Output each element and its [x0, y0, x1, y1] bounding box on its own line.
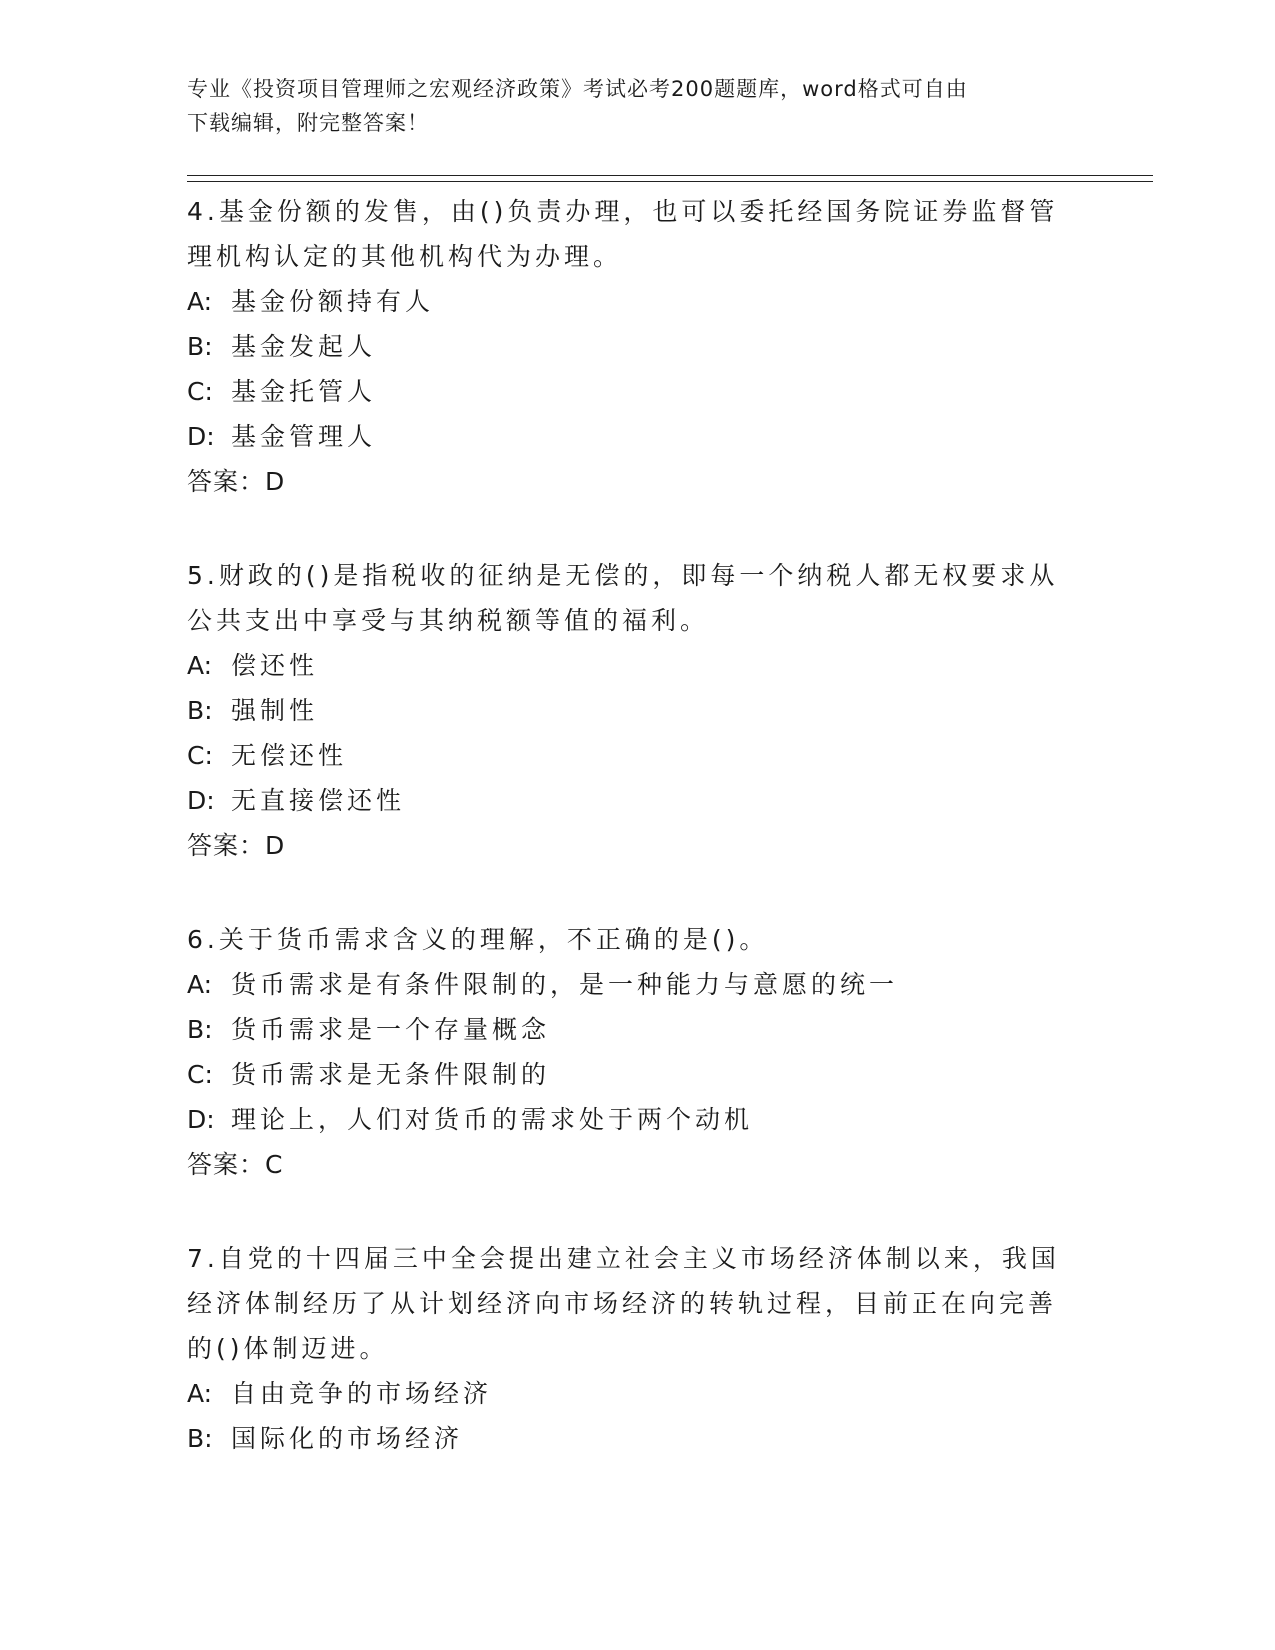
option-c: [187, 369, 1067, 414]
option-text: 基金托管人: [231, 377, 377, 406]
option-text: 自由竞争的市场经济: [231, 1379, 493, 1408]
question-stem-line: 6.关于货币需求含义的理解，不正确的是()。: [187, 925, 769, 954]
option-a: [187, 1371, 1067, 1416]
header-line-1: 专业《投资项目管理师之宏观经济政策》考试必考200题题库，word格式可自由: [187, 77, 968, 101]
answer-value: C: [265, 1150, 284, 1179]
option-c: [187, 1052, 1067, 1097]
option-text: 基金发起人: [231, 332, 377, 361]
option-text: 强制性: [231, 696, 319, 725]
option-key: D:: [187, 786, 215, 815]
option-b: [187, 688, 1067, 733]
option-key: B:: [187, 1424, 213, 1453]
option-text: 货币需求是一个存量概念: [231, 1015, 551, 1044]
question-stem-line: 经济体制经历了从计划经济向市场经济的转轨过程，目前正在向完善: [187, 1289, 1058, 1318]
option-d: [187, 414, 1067, 459]
option-text: 货币需求是无条件限制的: [231, 1060, 551, 1089]
answer-value: D: [265, 467, 286, 496]
option-text: 国际化的市场经济: [231, 1424, 464, 1453]
question-stem-line: 4.基金份额的发售，由()负责办理，也可以委托经国务院证券监督管: [187, 197, 1059, 226]
option-text: 基金管理人: [231, 422, 377, 451]
question-stem-line: 公共支出中享受与其纳税额等值的福利。: [187, 606, 710, 635]
option-key: B:: [187, 696, 213, 725]
answer-label: 答案：: [187, 1150, 266, 1179]
option-d: [187, 778, 1067, 823]
answer-line: [187, 1142, 1067, 1187]
answer-line: [187, 459, 1067, 504]
option-key: A:: [187, 651, 213, 680]
question-4: [187, 189, 1067, 504]
question-stem-line: 7.自党的十四届三中全会提出建立社会主义市场经济体制以来，我国: [187, 1244, 1060, 1273]
document-header: [187, 72, 1067, 140]
option-text: 基金份额持有人: [231, 287, 435, 316]
option-text: 无直接偿还性: [231, 786, 406, 815]
question-stem-line: 理机构认定的其他机构代为办理。: [187, 242, 623, 271]
header-divider-bottom: [187, 181, 1153, 182]
option-key: A:: [187, 287, 213, 316]
answer-line: [187, 823, 1067, 868]
question-7: [187, 1236, 1067, 1461]
option-key: A:: [187, 970, 213, 999]
header-line-2: 下载编辑，附完整答案！: [187, 111, 429, 135]
question-stem-line: 5.财政的()是指税收的征纳是无偿的，即每一个纳税人都无权要求从: [187, 561, 1059, 590]
question-stem-line: 的()体制迈进。: [187, 1334, 389, 1363]
option-c: [187, 733, 1067, 778]
option-b: [187, 324, 1067, 369]
option-a: [187, 962, 1067, 1007]
option-d: [187, 1097, 1067, 1142]
option-key: C:: [187, 377, 213, 406]
option-key: C:: [187, 741, 213, 770]
option-text: 无偿还性: [231, 741, 348, 770]
option-a: [187, 643, 1067, 688]
option-text: 货币需求是有条件限制的，是一种能力与意愿的统一: [231, 970, 899, 999]
header-divider-top: [187, 175, 1153, 176]
option-key: B:: [187, 1015, 213, 1044]
option-key: A:: [187, 1379, 213, 1408]
option-key: C:: [187, 1060, 213, 1089]
option-b: [187, 1007, 1067, 1052]
option-key: B:: [187, 332, 213, 361]
option-b: [187, 1416, 1067, 1461]
question-5: [187, 553, 1067, 868]
option-key: D:: [187, 1105, 215, 1134]
option-key: D:: [187, 422, 215, 451]
question-6: [187, 917, 1067, 1187]
option-text: 偿还性: [231, 651, 319, 680]
answer-label: 答案：: [187, 467, 266, 496]
option-text: 理论上，人们对货币的需求处于两个动机: [231, 1105, 754, 1134]
answer-value: D: [265, 831, 286, 860]
option-a: [187, 279, 1067, 324]
answer-label: 答案：: [187, 831, 266, 860]
